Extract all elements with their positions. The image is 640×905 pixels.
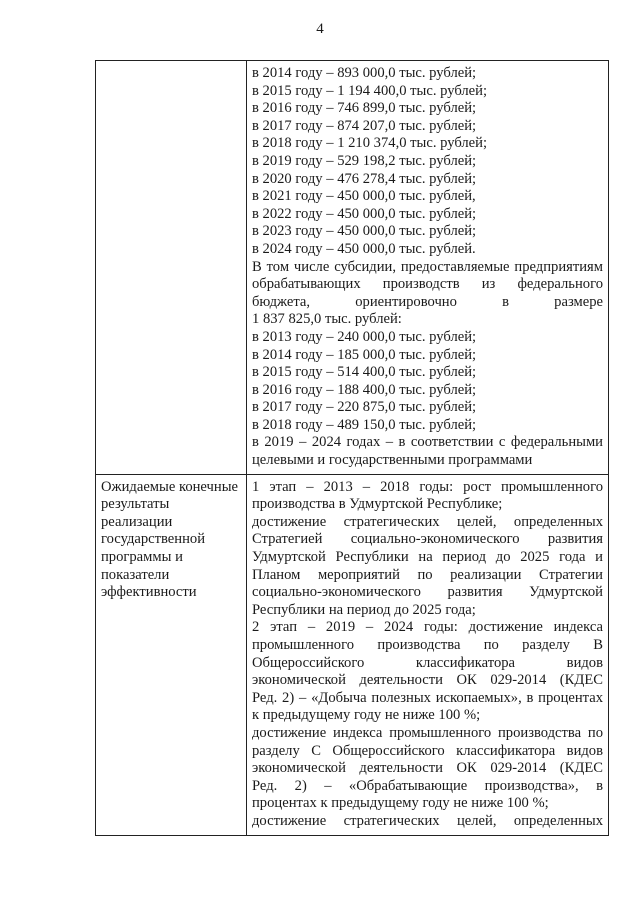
financing-by-year-list: [252, 65, 603, 259]
subsidy-paragraph: [252, 259, 603, 312]
financing-year-line: в 2020 году – 476 278,4 тыс. рублей;: [252, 170, 477, 187]
expected-results-label-line: показатели: [101, 566, 170, 583]
expected-results-line: разделу C Общероссийского классификатора видов: [252, 742, 603, 759]
expected-results-line: Удмуртской Республики на период до 2025 года и: [252, 549, 603, 566]
financing-year-line: в 2016 году – 746 899,0 тыс. рублей;: [252, 100, 477, 117]
page-number: 4: [316, 21, 324, 37]
financing-year-line: в 2015 году – 1 194 400,0 тыс. рублей;: [252, 82, 488, 99]
expected-results-line: экономической деятельности ОК 029-2014 (КДЕС: [252, 760, 603, 777]
financing-year-line: в 2017 году – 874 207,0 тыс. рублей;: [252, 117, 477, 134]
expected-results-label-line: реализации: [101, 513, 173, 530]
subsidy-tail-line: в 2019 – 2024 годах – в соответствии с федеральными: [252, 434, 603, 451]
expected-results-line: Ред. 2) – «Добыча полезных ископаемых», в процентах: [252, 689, 603, 706]
financing-year-line: в 2018 году – 1 210 374,0 тыс. рублей;: [252, 135, 488, 152]
expected-results-line: Стратегией социально-экономического развития: [252, 531, 603, 548]
expected-results-line: 2 этап – 2019 – 2024 годы: достижение индекса: [252, 619, 603, 636]
expected-results-line: Общероссийского классификатора видов: [252, 654, 603, 671]
expected-results-line: промышленного производства по разделу B: [252, 637, 603, 653]
financing-year-line: в 2023 году – 450 000,0 тыс. рублей;: [252, 223, 477, 240]
expected-results-line: достижение стратегических целей, определенных: [252, 513, 603, 530]
expected-results-line: экономической деятельности ОК 029-2014 (КДЕС: [252, 672, 603, 689]
subsidy-year-line: 1 837 825,0 тыс. рублей:: [252, 311, 402, 328]
expected-results-line: производства в Удмуртской Республике;: [252, 496, 503, 513]
expected-results-label-line: Ожидаемые конечные: [101, 478, 238, 495]
expected-results-label-line: государственной: [101, 531, 206, 548]
financing-year-line: в 2014 году – 893 000,0 тыс. рублей;: [252, 65, 477, 81]
subsidy-text-line: В том числе субсидии, предоставляемые предприятиям: [252, 258, 603, 275]
expected-results-line: процентах к предыдущему году не ниже 100 %;: [252, 795, 549, 812]
subsidy-text-line: обрабатывающих производств из федерального: [252, 276, 603, 293]
subsidy-text-line: бюджета, ориентировочно в размере: [252, 293, 603, 310]
expected-results-text: [252, 479, 603, 831]
financing-year-line: в 2019 году – 529 198,2 тыс. рублей;: [252, 152, 477, 169]
expected-results-line: к предыдущему году не ниже 100 %;: [252, 707, 481, 724]
financing-year-line: в 2021 году – 450 000,0 тыс. рублей,: [252, 188, 476, 205]
expected-results-line: Ред. 2) – «Обрабатывающие производства», в: [252, 777, 603, 794]
table-row-expected-results: [96, 474, 609, 835]
expected-results-line: Республики на период до 2025 года;: [252, 601, 476, 618]
subsidy-year-line: в 2018 году – 489 150,0 тыс. рублей;: [252, 416, 477, 433]
expected-results-line: социально-экономического развития Удмуртской: [252, 584, 603, 601]
expected-results-label-lines: [101, 479, 241, 602]
financing-cell: [247, 61, 609, 475]
subsidy-by-year-list: [252, 311, 603, 434]
subsidy-tail-last-line: целевыми и государственными программами: [252, 452, 533, 469]
expected-results-label-line: программы и: [101, 549, 183, 566]
expected-results-label-line: эффективности: [101, 584, 197, 601]
expected-results-line: Планом мероприятий по реализации Стратегии: [252, 566, 603, 583]
expected-results-line: достижение индекса промышленного производства по: [252, 724, 603, 741]
subsidy-year-line: в 2016 году – 188 400,0 тыс. рублей;: [252, 381, 477, 398]
row-label-empty: [96, 61, 247, 475]
financing-year-line: в 2024 году – 450 000,0 тыс. рублей.: [252, 240, 476, 257]
program-passport-table: [95, 60, 609, 836]
subsidy-year-line: в 2014 году – 185 000,0 тыс. рублей;: [252, 346, 477, 363]
expected-results-line: достижение стратегических целей, определенных: [252, 812, 603, 829]
subsidy-year-line: в 2017 году – 220 875,0 тыс. рублей;: [252, 399, 477, 416]
financing-year-line: в 2022 году – 450 000,0 тыс. рублей;: [252, 205, 477, 222]
subsidy-year-line: в 2015 году – 514 400,0 тыс. рублей;: [252, 364, 477, 381]
expected-results-label-line: результаты: [101, 496, 170, 513]
table-row-financing: [96, 61, 609, 475]
expected-results-line: 1 этап – 2013 – 2018 годы: рост промышленного: [252, 478, 603, 495]
expected-results-cell: [247, 474, 609, 835]
subsidy-year-line: в 2013 году – 240 000,0 тыс. рублей;: [252, 328, 477, 345]
expected-results-label: [96, 474, 247, 835]
